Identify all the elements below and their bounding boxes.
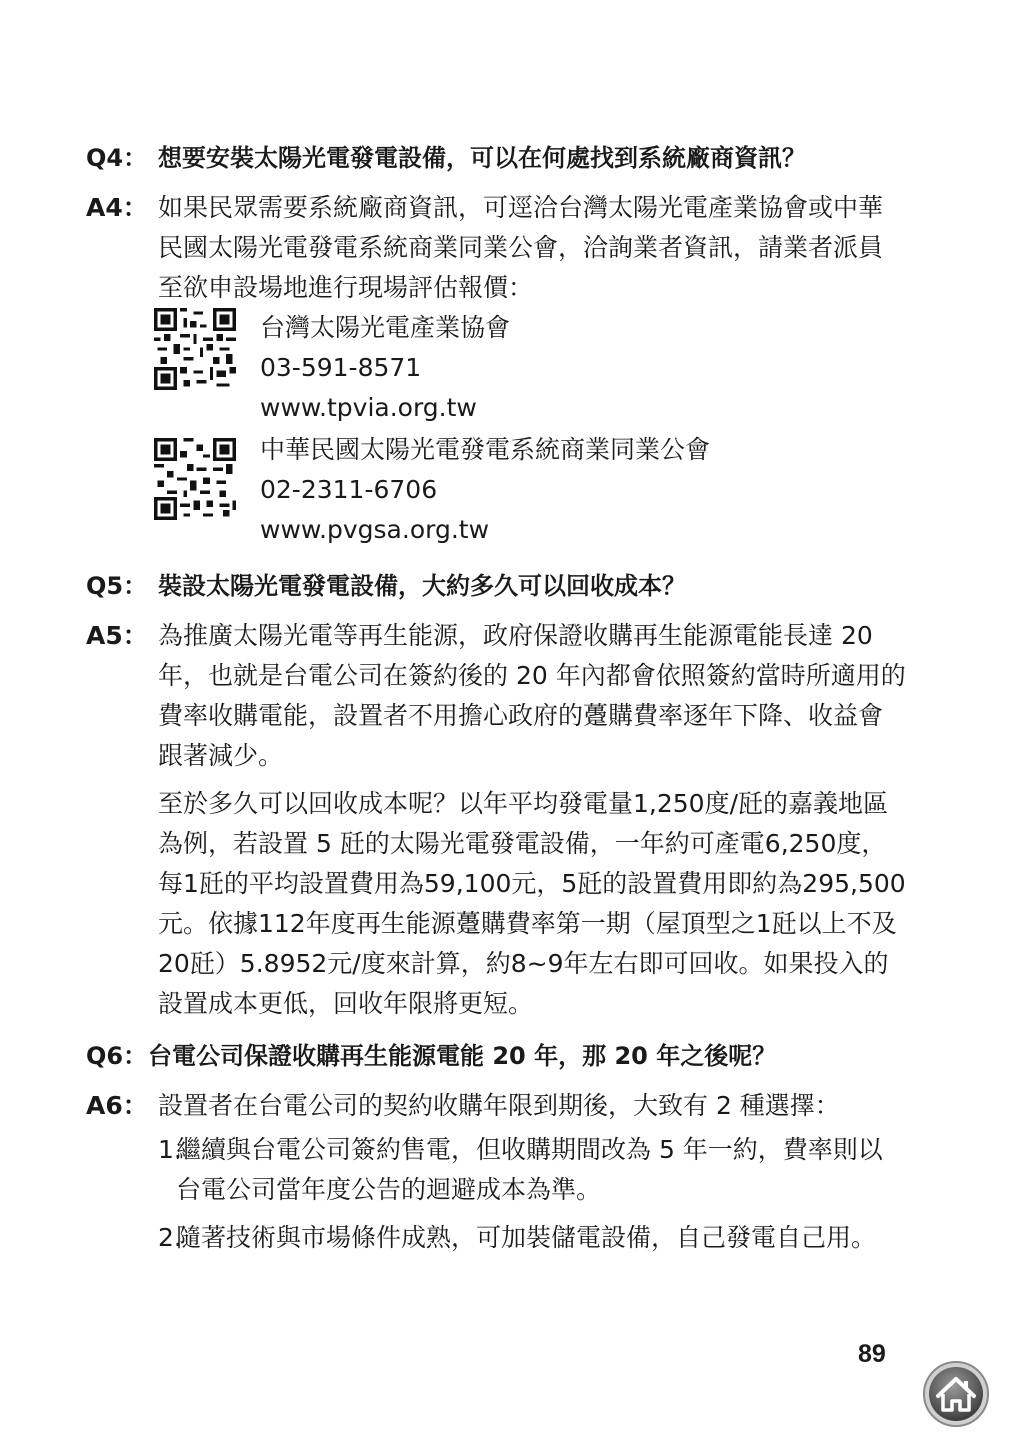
- answer-5: [86, 616, 906, 1024]
- answer-label: A6：: [86, 1091, 148, 1120]
- question-label: Q6：: [86, 1042, 148, 1070]
- answer-4: [86, 188, 906, 308]
- contact-name: 中華民國太陽光電發電系統商業同業公會: [260, 435, 711, 464]
- home-icon[interactable]: [922, 1360, 990, 1428]
- answer-text: [158, 616, 906, 1024]
- answer-paragraph: 至於多久可以回收成本呢？以年平均發電量1,250度/瓩的嘉義地區為例，若設置 5 瓩的太陽光電發電設備，一年約可產電6,250度，每1瓩的平均設置費用為59,100元，5瓩的設置費用即約為295,500元。依據112年度再生能源躉購費率第一期（屋頂型之1瓩以上不及20瓩）5.8952元/度來計算，約8~9年左右即可回收。如果投入的設置成本更低，回收年限將更短。: [158, 789, 906, 1018]
- question-label: Q4：: [86, 144, 148, 172]
- contact-url[interactable]: www.tpvia.org.tw: [260, 393, 477, 422]
- contact-url[interactable]: www.pvgsa.org.tw: [260, 515, 490, 544]
- question-text: 想要安裝太陽光電發電設備，可以在何處找到系統廠商資訊？: [158, 144, 806, 172]
- option-item: [158, 1130, 906, 1210]
- question-text: 台電公司保證收購再生能源電能 20 年，那 20 年之後呢？: [148, 1042, 777, 1070]
- contact-name: 台灣太陽光電產業協會: [260, 313, 511, 342]
- contact-phone: 02-2311-6706: [260, 475, 438, 504]
- answer-6: [86, 1086, 906, 1258]
- answer-label: A5：: [86, 621, 148, 650]
- option-number: 1.: [158, 1135, 182, 1164]
- contact-info: [260, 308, 510, 428]
- question-4: [86, 140, 906, 176]
- qr-code-icon[interactable]: [154, 438, 236, 520]
- option-item: [158, 1218, 906, 1258]
- question-label: Q5：: [86, 572, 148, 600]
- answer-paragraph: 為推廣太陽光電等再生能源，政府保證收購再生能源電能長達 20 年，也就是台電公司在簽約後的 20 年內都會依照簽約當時所適用的費率收購電能，設置者不用擔心政府的躉購費率逐年下降、收益會跟著減少。: [158, 621, 906, 770]
- option-text: 繼續與台電公司簽約售電，但收購期間改為 5 年一約，費率則以台電公司當年度公告的迴避成本為準。: [176, 1135, 883, 1204]
- answer-label: A4：: [86, 193, 148, 222]
- answer-text: 如果民眾需要系統廠商資訊，可逕洽台灣太陽光電產業協會或中華民國太陽光電發電系統商業同業公會，洽詢業者資訊，請業者派員至欲申設場地進行現場評估報價：: [158, 193, 884, 302]
- page-number: 89: [858, 1340, 886, 1368]
- qr-code-icon[interactable]: [154, 308, 236, 390]
- contact-phone: 03-591-8571: [260, 353, 422, 382]
- option-number: 2.: [158, 1223, 182, 1252]
- answer-intro: 設置者在台電公司的契約收購年限到期後，大致有 2 種選擇：: [158, 1091, 840, 1120]
- question-text: 裝設太陽光電發電設備，大約多久可以回收成本？: [158, 572, 686, 600]
- question-6: [86, 1038, 906, 1074]
- contact-info: [260, 430, 710, 550]
- question-5: [86, 568, 906, 604]
- option-text: 隨著技術與市場條件成熟，可加裝儲電設備，自己發電自己用。: [176, 1223, 877, 1252]
